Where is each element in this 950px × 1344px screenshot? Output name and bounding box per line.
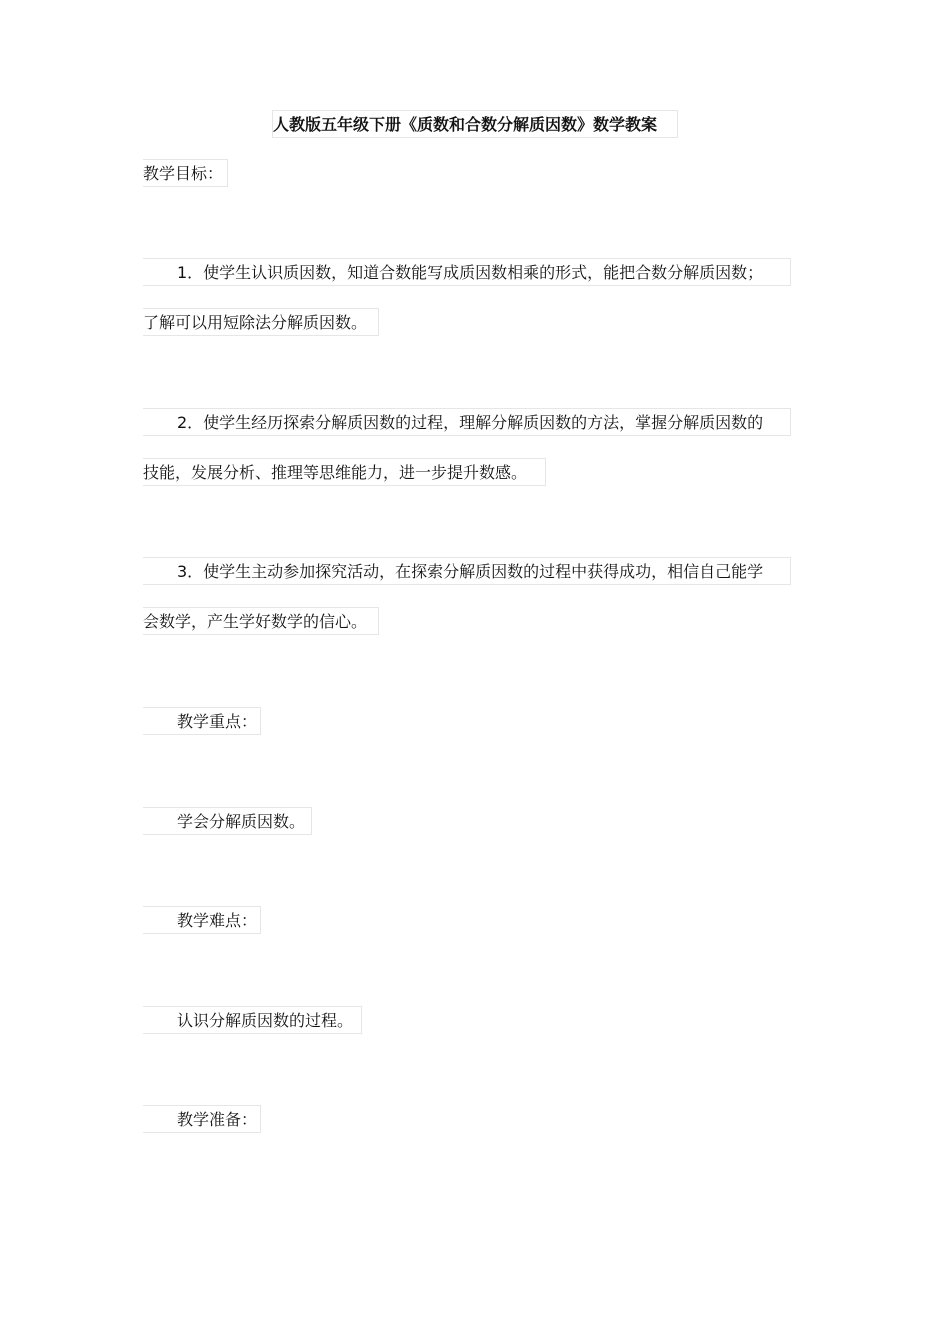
preparation-heading: 教学准备：: [143, 1105, 261, 1133]
difficulty-text: 认识分解质因数的过程。: [143, 1006, 362, 1034]
goal-1-line-1: 1．使学生认识质因数，知道合数能写成质因数相乘的形式，能把合数分解质因数；: [143, 258, 791, 286]
goal-2-line-2: 技能，发展分析、推理等思维能力，进一步提升数感。: [143, 458, 546, 486]
key-point-heading: 教学重点：: [143, 707, 261, 735]
document-title: 人教版五年级下册《质数和合数分解质因数》数学教案: [272, 110, 678, 138]
goal-2-line-1: 2．使学生经历探索分解质因数的过程，理解分解质因数的方法，掌握分解质因数的: [143, 408, 791, 436]
goals-heading: 教学目标：: [143, 159, 228, 187]
goal-3-line-2: 会数学，产生学好数学的信心。: [143, 607, 379, 635]
difficulty-heading: 教学难点：: [143, 906, 261, 934]
goal-1-line-2: 了解可以用短除法分解质因数。: [143, 308, 379, 336]
goal-3-line-1: 3．使学生主动参加探究活动，在探索分解质因数的过程中获得成功，相信自己能学: [143, 557, 791, 585]
key-point-text: 学会分解质因数。: [143, 807, 312, 835]
